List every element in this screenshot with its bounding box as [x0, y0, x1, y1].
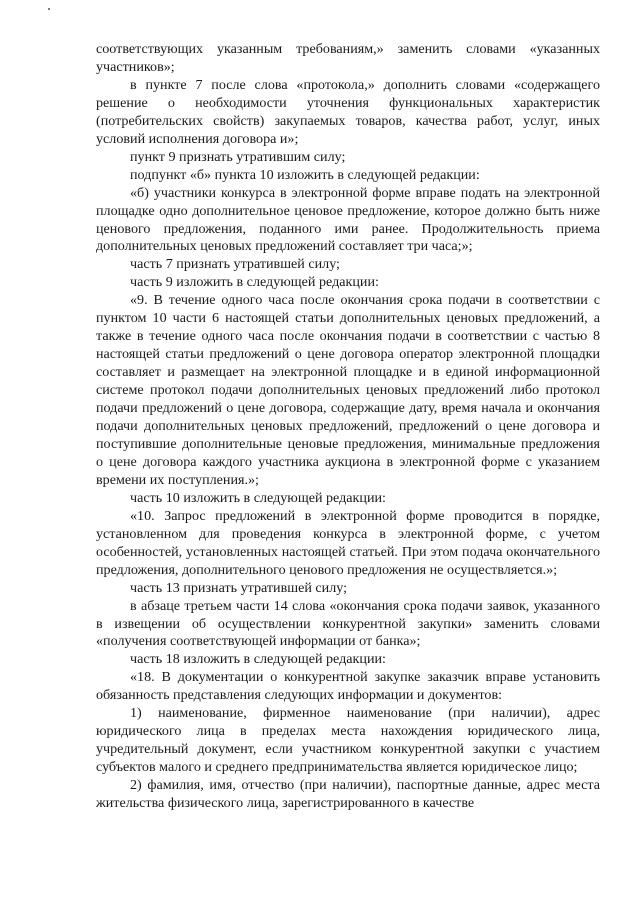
paragraph: «18. В документации о конкурентной закупке заказчик вправе установить обязанность представления следующих информации и документов:: [96, 669, 600, 704]
paragraph: пункт 9 признать утратившим силу;: [130, 148, 346, 165]
paragraph: часть 9 изложить в следующей редакции:: [130, 274, 379, 291]
paragraph: «9. В течение одного часа после окончания срока подачи в соответствии с пунктом 10 части 6 настоящей статьи дополнительных ценовых предложений, а также в течение одного часа после окончания подачи в соответствии с частью 8 настоящей статьи предложений о цене договора оператор электронной площадки составляет и размещает на электронной площадке и в единой информационной системе протокол подачи дополнительных ценовых предложений либо протокол подачи предложений о цене договора, содержащие дату, время начала и окончания подачи дополнительных ценовых предложений, предложений о цене договора и поступившие дополнительные ценовые предложения, минимальные предложения о цене договора каждого участника аукциона в электронной форме с указанием времени их поступления.»;: [96, 292, 600, 488]
scan-speck: [48, 8, 50, 10]
paragraph: часть 10 изложить в следующей редакции:: [130, 489, 386, 506]
list-item: 2) фамилия, имя, отчество (при наличии), паспортные данные, адрес места жительства физического лица, зарегистрированного в качестве: [96, 777, 600, 812]
paragraph: в абзаце третьем части 14 слова «окончания срока подачи заявок, указанного в извещении об осуществлении конкурентной закупки» заменить словами «получения соответствующей информации от банка»;: [96, 597, 600, 650]
paragraph: в пункте 7 после слова «протокола,» дополнить словами «содержащего решение о необходимости уточнения функциональных характеристик (потребительских свойств) закупаемых товаров, качества работ, услуг, иных условий исполнения договора и»;: [96, 76, 600, 147]
paragraph: «10. Запрос предложений в электронной форме проводится в порядке, установленном для проведения конкурса в электронной форме, с учетом особенностей, установленных настоящей статьей. При этом подача окончательного предложения, дополнительного ценового предложения не осуществляется.»;: [96, 507, 600, 578]
paragraph-continuation: соответствующих указанным требованиям,» заменить словами «указанных участников»;: [96, 41, 600, 75]
paragraph: «б) участники конкурса в электронной форме вправе подать на электронной площадке одно дополнительное ценовое предложение, которое должно быть ниже ценового предложения, поданного ими ранее. Продолжительность приема дополнительных ценовых предложений составляет три часа;»;: [96, 184, 600, 255]
paragraph: часть 13 признать утратившей силу;: [130, 579, 348, 596]
list-item: 1) наименование, фирменное наименование (при наличии), адрес юридического лица в пределах места нахождения юридического лица, учредительный документ, если участником конкурентной закупки с участием субъектов малого и среднего предпринимательства является юридическое лицо;: [96, 705, 600, 776]
paragraph: часть 18 изложить в следующей редакции:: [130, 651, 386, 668]
document-body: [96, 41, 600, 813]
paragraph: подпункт «б» пункта 10 изложить в следующей редакции:: [130, 166, 480, 183]
paragraph: часть 7 признать утратившей силу;: [130, 256, 340, 273]
